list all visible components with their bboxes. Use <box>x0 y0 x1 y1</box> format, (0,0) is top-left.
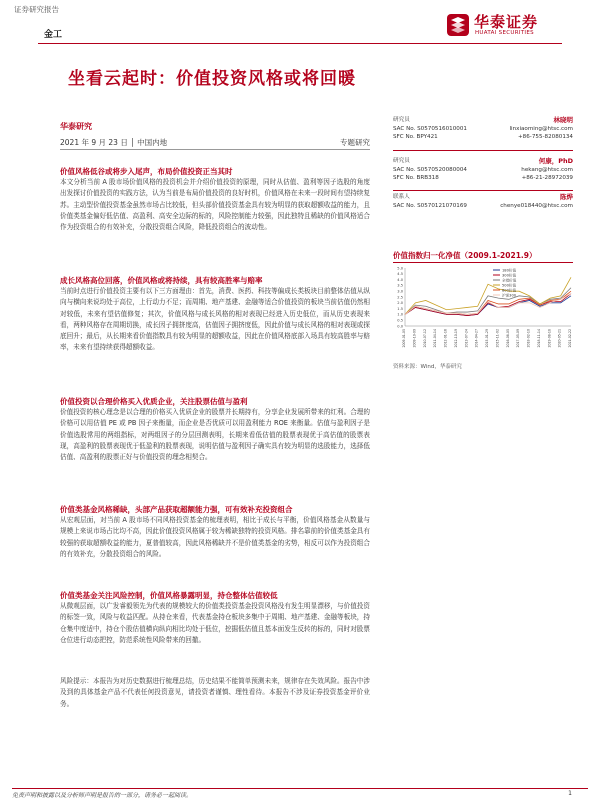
meta-divider <box>60 149 370 150</box>
analyst-sac: SAC No. S0570520080004 <box>393 166 467 173</box>
x-tick-label: 2014-04-27 <box>474 329 479 348</box>
x-tick-label: 2009-10-09 <box>412 329 417 348</box>
analyst-role: 研究员 <box>393 117 410 123</box>
analyst-card-3 <box>393 193 573 210</box>
analyst-email[interactable]: chenye018440@htsc.com <box>500 202 573 209</box>
section-4 <box>60 504 370 560</box>
legend-label: 800价值 <box>502 288 517 293</box>
chart-title: 价值指数归一化净值（2009.1-2021.9） <box>393 251 537 260</box>
logo-text-en: HUATAI SECURITIES <box>475 30 534 36</box>
section-label: 金工 <box>44 30 63 40</box>
legend-label: 180价值 <box>502 268 517 273</box>
research-org: 华泰研究 <box>60 122 92 131</box>
chart-source: 资料来源：Wind，华泰研究 <box>393 364 462 370</box>
date-region <box>60 137 370 148</box>
section-heading: 价值投资以合理价格买入优质企业，关注股票估值与盈利 <box>60 397 248 406</box>
analyst-role: 研究员 <box>393 158 410 164</box>
y-tick-label: 4.0 <box>397 277 403 282</box>
section-body: 从宏观层面，对当前 A 股市场不同风格投资基金的梳理表明，相比于成长与平衡，价值风格基金从数量与规模上来说市场占比均不高，因此价值投资风格属于较为稀缺独特的投资风格。排名靠前的价值类基金具有较强的获取超额收益的能力，夏普值较高，因此风格稀缺并不是价值类基金的劣势，相反可以作为投资组合的有效补充，分散投资组合的风险。 <box>60 516 370 558</box>
chart-title-divider <box>393 262 573 263</box>
section-body: 从微观层面，以广发睿毅领先为代表的规模较大的价值类投资基金投资风格没有发生明显漂移，与价值投资的标签一致，风险与收益匹配。从持仓来看，代表基金持仓板块多集中于周期、地产基建、金融等板块，持仓集中度适中，持仓个股估值横向纵向相比均处于低位，挖掘低估值且基本面发生反转的标的，同时对股票仓位进行动态把控，防范系统性风险带来的回撤。 <box>60 602 370 644</box>
y-tick-label: 3.5 <box>397 283 403 288</box>
y-tick-label: 2.5 <box>397 295 403 300</box>
x-tick-label: 2009-01-05 <box>402 329 406 348</box>
report-title: 坐看云起时：价值投资风格或将回暖 <box>68 69 356 89</box>
analyst-name: 陈烨 <box>560 193 573 201</box>
x-tick-label: 2015-01-29 <box>485 329 489 348</box>
analyst-sac: SAC No. S0570516010001 <box>393 125 467 132</box>
analyst-phone: +86-755-82080134 <box>518 134 573 140</box>
logo <box>446 11 571 39</box>
risk-warning: 风险提示：本报告为对历史数据进行梳理总结，历史结果不能简单预测未来，规律存在失效风险。报告中涉及到的具体基金产品不代表任何投资意见，请投资者谨慎、理性看待。本报告不涉及证券投资基金评价业务。 <box>60 677 370 708</box>
y-tick-label: 0.5 <box>397 318 403 323</box>
logo-mark-icon <box>446 13 470 37</box>
x-tick-label: 2012-01-16 <box>443 329 448 348</box>
section-heading: 价值类基金关注风险控制，价值风格暴露明显，持仓整体估值较低 <box>60 591 278 600</box>
x-tick-label: 2012-10-19 <box>453 329 458 348</box>
y-tick-label: 2.0 <box>397 301 403 306</box>
section-heading: 价值风格低谷或将步入尾声，布局价值投资正当其时 <box>60 167 233 176</box>
line-chart <box>393 264 575 360</box>
x-tick-label: 2018-02-10 <box>526 329 531 348</box>
analyst-card-1 <box>393 116 573 142</box>
x-tick-label: 2019-08-18 <box>547 329 552 348</box>
y-tick-label: 1.5 <box>397 306 403 311</box>
analyst-phone: +86-21-28972039 <box>521 175 573 181</box>
section-2 <box>60 275 370 354</box>
section-body: 本文分析当前 A 股市场价值风格的投资机会并介绍价值投资的原理，同时从估值、盈利等因子选股的角度出发探讨价值投资的实践方法，认为当前是布局价值投资的良好时机，价值风格在未来一段时间有望持续复苏。主动型价值投资基金虽然市场占比较低，但头部价值投资基金具有较为明显的获取超额收益的能力，且价值类基金偏好低估值、高盈利、高安全边际的标的，风险控制能力较强，因此独特且稀缺的价值风格适合作为投资组合的有效补充，分散投资组合风险，降低投资组合的波动性。 <box>60 178 370 232</box>
section-heading: 价值类基金风格稀缺，头部产品获取超额能力强，可有效补充投资组合 <box>60 505 293 514</box>
x-tick-label: 2013-07-24 <box>464 329 469 348</box>
analyst-email[interactable]: linxiaoming@htsc.com <box>509 125 573 132</box>
analyst-card-2 <box>393 157 573 183</box>
report-type-tag: 证券研究报告 <box>14 5 59 14</box>
x-tick-label: 2010-07-12 <box>422 329 427 348</box>
section-heading: 成长风格高位回落，价值风格或将持续，具有较高胜率与赔率 <box>60 276 263 285</box>
section-3 <box>60 396 370 463</box>
analyst-name: 何康，PhD <box>538 157 573 165</box>
x-tick-label: 2017-05-09 <box>516 329 521 348</box>
analyst-sfc: SFC No. BPY421 <box>393 134 438 140</box>
date-region-text: 2021 年 9 月 23 日 │ 中国内地 <box>60 138 168 147</box>
y-tick-label: 1.0 <box>397 312 403 317</box>
logo-text-cn: 华泰证券 <box>474 13 539 31</box>
analyst-sac: SAC No. S0570121070169 <box>393 202 467 209</box>
analyst-name: 林晓明 <box>553 116 573 124</box>
x-tick-label: 2020-05-21 <box>557 329 562 348</box>
legend-label: 300价值 <box>502 273 517 278</box>
section-1 <box>60 166 370 233</box>
y-tick-label: 0.0 <box>397 324 403 329</box>
y-tick-label: 3.0 <box>397 289 403 294</box>
x-tick-label: 2016-08-05 <box>505 329 510 348</box>
header-divider <box>38 43 562 44</box>
y-tick-label: 4.5 <box>397 272 403 277</box>
x-tick-label: 2018-11-14 <box>536 329 541 348</box>
analyst-divider <box>393 150 573 151</box>
report-category: 专题研究 <box>340 138 370 147</box>
x-tick-label: 2021-02-22 <box>568 329 572 348</box>
legend-label: 全指价值 <box>502 278 517 283</box>
x-tick-label: 2011-04-14 <box>433 329 438 348</box>
analyst-role: 联系人 <box>393 194 410 200</box>
legend-label: 500价值 <box>502 283 517 288</box>
analyst-divider <box>393 190 573 191</box>
series-line <box>405 296 571 316</box>
section-5 <box>60 590 370 646</box>
x-tick-label: 2015-11-02 <box>495 329 500 348</box>
analyst-email[interactable]: hekang@htsc.com <box>521 166 573 173</box>
page-number: 1 <box>568 790 572 797</box>
footer-divider <box>12 788 588 789</box>
y-tick-label: 5.0 <box>397 266 403 271</box>
analyst-sfc: SFC No. BRB318 <box>393 175 439 181</box>
section-body: 价值投资的核心理念是以合理的价格买入优质企业的股票并长期持有，分享企业发展所带来的红利。合理的价格可以用估值 PE 或 PB 因子来衡量，而企业是否优质可以用盈利能力 ROE 来衡量。估值与盈利因子是价值选股常用的两组指标，对两组因子的分层回测表明，长期来看低估值的股票表现优于高估值的股票表现，高盈利的股票表现优于低盈利的股票表现，说明估值与盈利因子确实具有较为明显的选股能力，选择低估值、高盈利的股票正好与价值投资的理念相契合。 <box>60 408 370 462</box>
section-body: 当前时点进行价值投资主要有以下三方面理由：首先，消费、医药、科技等偏成长类板块目前整体估值从纵向与横向来说均处于高位，上行动力不足；而周期、地产基建、金融等适合价值投资的板块当前估值仍然相对较低，未来有望估值修复；其次，价值风格与成长风格的相对表现已经进入历史低位，而从历史表现来看，两种风格存在周期切换，成长因子拥挤度高，估值因子拥挤度低，因此价值与成长风格的相对表现或探底回升；最后，从长期来看价值指数具有较为明显的超额收益，因此在价值风格底部入场具有较高胜率与赔率，未来有望持续获得超额收益。 <box>60 287 370 352</box>
legend-label: 沪深300 <box>502 293 517 298</box>
footer-disclaimer: 免责声明和披露以及分析师声明是报告的一部分，请务必一起阅读。 <box>12 792 193 799</box>
